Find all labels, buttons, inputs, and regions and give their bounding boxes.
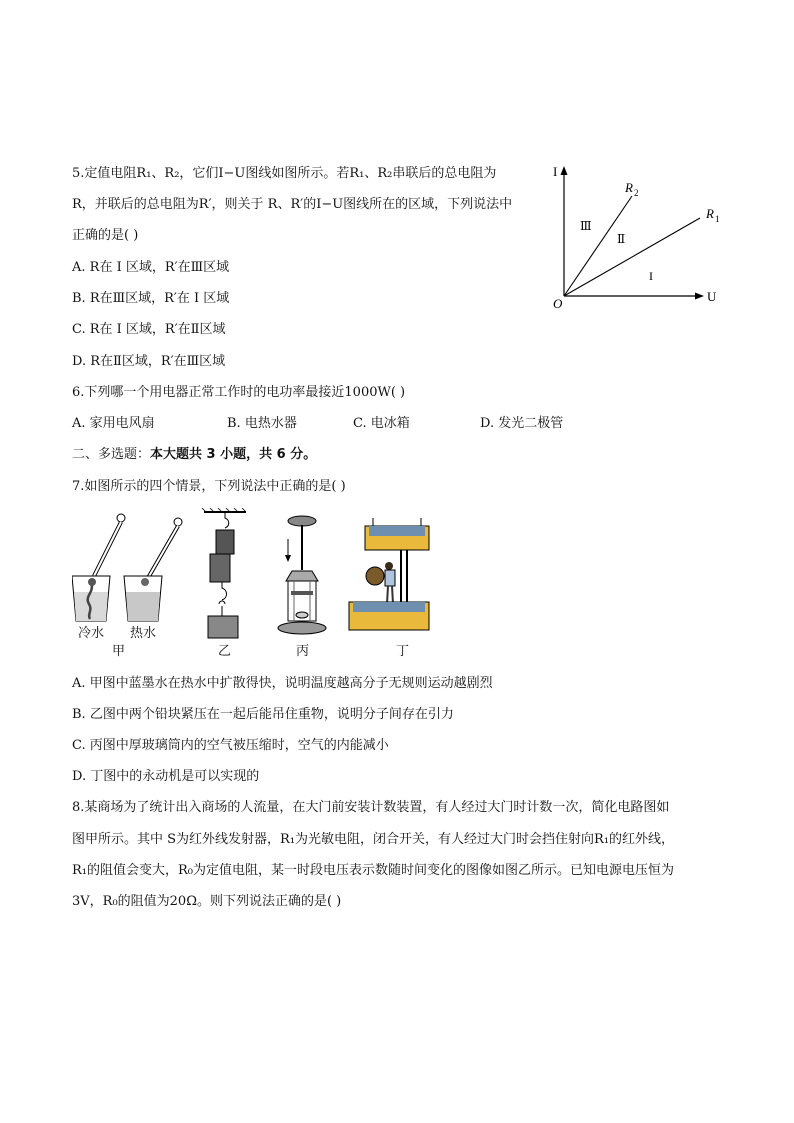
i-axis-arrow — [561, 166, 568, 175]
q5-iu-graph — [540, 160, 730, 315]
section-2-desc: 本大题共 3 小题，共 6 分。 — [150, 447, 317, 462]
q5-option-c: C. R在 I 区域，R′在Ⅱ区域 — [72, 322, 226, 337]
section-2-header — [72, 447, 316, 463]
r2-label: R — [625, 180, 633, 195]
q8-stem-line-3: R₁的阻值会变大，R₀为定值电阻，某一时段电压表示数随时间变化的图像如图乙所示。已知电源电压恒为 — [72, 863, 674, 878]
r1-label: R — [706, 206, 714, 221]
q5-stem-line-1: 5.定值电阻R₁、R₂，它们I−U图线如图所示。若R₁、R₂串联后的总电阻为 — [72, 166, 497, 181]
q7-option-b: B. 乙图中两个铅块紧压在一起后能吊住重物，说明分子间存在引力 — [72, 707, 454, 722]
region-1-label: I — [649, 269, 653, 283]
fig-ding-label: 丁 — [396, 644, 410, 659]
u-axis-arrow — [695, 293, 704, 300]
hot-water-label: 热水 — [130, 626, 157, 641]
i-axis-label: I — [553, 164, 558, 179]
q5-option-b: B. R在Ⅲ区域，R′在 I 区域 — [72, 291, 230, 306]
q8-stem-line-1: 8.某商场为了统计出入商场的人流量，在大门前安装计数装置，有人经过大门时计数一次，简化电路图如 — [72, 800, 670, 815]
q6-stem: 6.下列哪一个用电器正常工作时的电功率最接近1000W( ) — [72, 385, 406, 400]
q7-figure-bing — [276, 515, 332, 640]
cold-water-label: 冷水 — [78, 626, 105, 641]
q7-option-a: A. 甲图中蓝墨水在热水中扩散得快，说明温度越高分子无规则运动越剧烈 — [72, 676, 493, 691]
q7-stem: 7.如图所示的四个情景，下列说法中正确的是( ) — [72, 479, 346, 494]
q7-option-d: D. 丁图中的永动机是可以实现的 — [72, 769, 260, 784]
r2-line — [564, 196, 632, 296]
fig-jia-label: 甲 — [112, 644, 126, 659]
q5-option-a: A. R在 I 区域，R′在Ⅲ区域 — [72, 260, 230, 275]
section-2-prefix: 二、多选题： — [72, 447, 151, 462]
q7-option-c: C. 丙图中厚玻璃筒内的空气被压缩时，空气的内能减小 — [72, 738, 389, 753]
q6-option-c: C. 电冰箱 — [353, 416, 410, 431]
q6-option-a: A. 家用电风扇 — [72, 416, 155, 431]
origin-label: O — [553, 296, 563, 311]
r1-label-sub: 1 — [715, 214, 720, 224]
q6-option-b: B. 电热水器 — [227, 416, 297, 431]
fig-bing-label: 丙 — [296, 644, 310, 659]
fig-yi-label: 乙 — [218, 644, 232, 659]
q8-stem-line-4: 3V，R₀的阻值为20Ω。则下列说法正确的是( ) — [72, 894, 342, 909]
q7-figure-yi — [200, 508, 250, 640]
u-axis-label: U — [707, 289, 717, 304]
region-2-label: Ⅱ — [617, 232, 626, 246]
q7-figure-ding — [345, 518, 435, 636]
q5-stem-line-2: R，并联后的总电阻为R′，则关于 R、R′的I−U图线所在的区域，下列说法中 — [72, 197, 513, 212]
q8-stem-line-2: 图甲所示。其中 S为红外线发射器，R₁为光敏电阻，闭合开关，有人经过大门时会挡住射向R₁的红外线， — [72, 832, 675, 847]
q6-option-d: D. 发光二极管 — [480, 416, 564, 431]
q5-option-d: D. R在Ⅱ区域，R′在Ⅲ区域 — [72, 354, 226, 369]
r2-label-sub: 2 — [634, 188, 639, 198]
q5-stem-line-3: 正确的是( ) — [72, 228, 139, 243]
region-3-label: Ⅲ — [580, 219, 592, 233]
